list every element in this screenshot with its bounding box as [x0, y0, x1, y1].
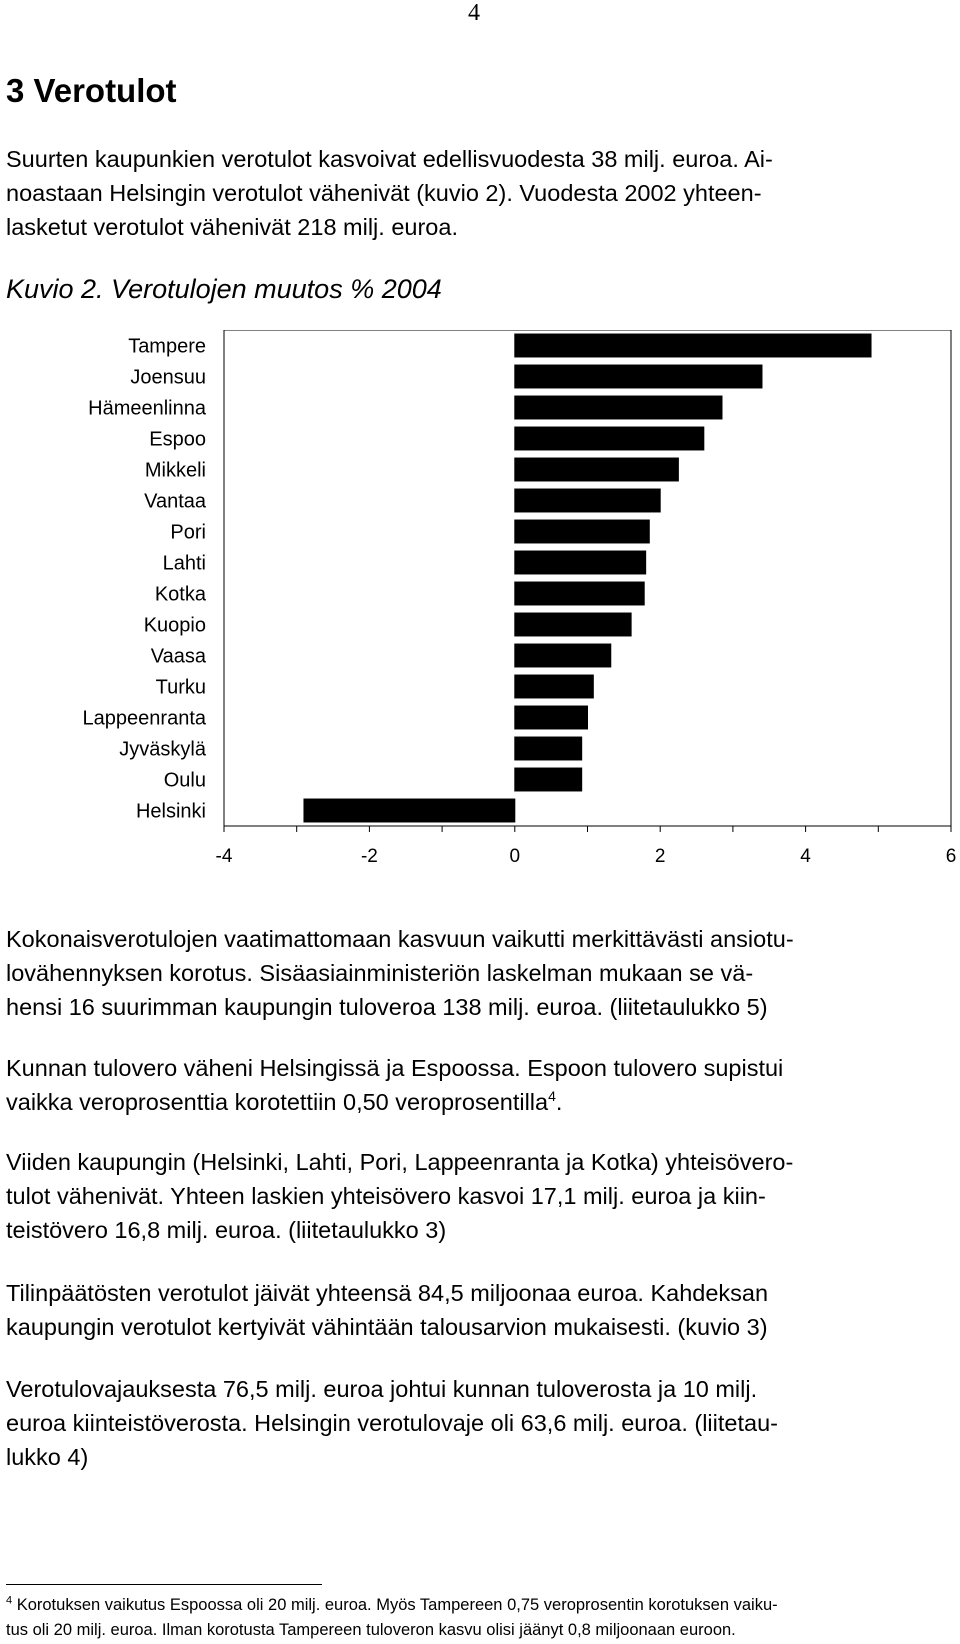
paragraph-corporate-tax	[6, 1145, 946, 1247]
paragraph-budget	[6, 1276, 946, 1344]
bar-lahti	[515, 551, 646, 574]
bar-pori	[515, 520, 649, 543]
category-label: Helsinki	[135, 800, 206, 823]
bar-kotka	[515, 582, 644, 605]
category-label: Kotka	[154, 583, 206, 606]
para5-line-2: kaupungin verotulot kertyivät vähintään talousarvion mukaisesti. (kuvio 3)	[6, 1314, 768, 1340]
figure-caption: Kuvio 2. Verotulojen muutos % 2004	[6, 274, 442, 304]
footnote-divider	[6, 1584, 322, 1585]
x-tick-label: 0	[509, 846, 521, 867]
bar-joensuu	[515, 365, 762, 388]
category-label: Espoo	[149, 428, 206, 451]
footnote-line-2: tus oli 20 milj. euroa. Ilman korotusta Tampereen tuloveron kasvu olisi jäänyt 0,8 miljoonaan euroon.	[6, 1621, 736, 1639]
intro-paragraph	[6, 142, 946, 244]
footnote	[6, 1593, 951, 1643]
paragraph-tax-shortfall	[6, 1372, 946, 1474]
category-label: Vaasa	[150, 645, 206, 668]
para2-line-3: hensi 16 suurimman kaupungin tuloveroa 138 milj. euroa. (liitetaulukko 5)	[6, 994, 768, 1020]
para6-line-2: euroa kiinteistöverosta. Helsingin verotulovaje oli 63,6 milj. euroa. (liitetau-	[6, 1410, 778, 1436]
category-label: Oulu	[163, 769, 206, 792]
category-label: Joensuu	[130, 366, 206, 389]
bar-vaasa	[515, 644, 611, 667]
para6-line-3: lukko 4)	[6, 1444, 89, 1470]
para3-line-2: vaikka veroprosenttia korotettiin 0,50 veroprosentilla$^4$.	[6, 1088, 563, 1115]
paragraph-tax-deduction	[6, 922, 946, 1024]
footnote-reference[interactable]: 4	[548, 1088, 556, 1105]
bar-jyv-skyl-	[515, 737, 582, 760]
category-label: Vantaa	[144, 490, 206, 513]
para2-line-2: lovähennyksen korotus. Sisäasiainministeriön laskelman mukaan se vä-	[6, 960, 754, 986]
x-tick-label: 6	[945, 846, 957, 867]
bar-tampere	[515, 334, 871, 357]
footnote-marker: 4	[6, 1594, 13, 1607]
category-label: Tampere	[128, 335, 206, 358]
para5-line-1: Tilinpäätösten verotulot jäivät yhteensä 84,5 miljoonaa euroa. Kahdeksan	[6, 1280, 769, 1306]
category-label: Lappeenranta	[82, 707, 206, 730]
category-label: Kuopio	[143, 614, 206, 637]
category-label: Jyväskylä	[119, 738, 206, 761]
bar-kuopio	[515, 613, 631, 636]
footnote-line-1: $^4$ Korotuksen vaikutus Espoossa oli 20 milj. euroa. Myös Tampereen 0,75 veroprosentin korotuksen vaiku-	[6, 1594, 778, 1614]
bar-helsinki	[304, 799, 515, 822]
x-tick-label: 4	[800, 846, 811, 867]
para2-line-1: Kokonaisverotulojen vaatimattomaan kasvuun vaikutti merkittävästi ansiotu-	[6, 926, 794, 952]
intro-line-2: noastaan Helsingin verotulot vähenivät (kuvio 2). Vuodesta 2002 yhteen-	[6, 180, 762, 206]
para6-line-1: Verotulovajauksesta 76,5 milj. euroa johtui kunnan tuloverosta ja 10 milj.	[6, 1376, 758, 1402]
category-label: Mikkeli	[144, 459, 206, 482]
bar-lappeenranta	[515, 706, 588, 729]
bar-espoo	[515, 427, 704, 450]
para4-line-3: teistövero 16,8 milj. euroa. (liitetaulukko 3)	[6, 1217, 447, 1243]
para4-line-2: tulot vähenivät. Yhteen laskien yhteisövero kasvoi 17,1 milj. euroa ja kiin-	[6, 1183, 766, 1209]
category-label: Pori	[170, 521, 206, 544]
category-label: Lahti	[162, 552, 206, 575]
paragraph-income-tax	[6, 1051, 946, 1119]
para3-line-1: Kunnan tulovero väheni Helsingissä ja Espoossa. Espoon tulovero supistui	[6, 1055, 784, 1081]
bar-oulu	[515, 768, 582, 791]
category-label: Turku	[155, 676, 206, 699]
bar-turku	[515, 675, 594, 698]
intro-line-1: Suurten kaupunkien verotulot kasvoivat edellisvuodesta 38 milj. euroa. Ai-	[6, 146, 773, 172]
para4-line-1: Viiden kaupungin (Helsinki, Lahti, Pori, Lappeenranta ja Kotka) yhteisövero-	[6, 1149, 794, 1175]
x-tick-label: -2	[360, 846, 378, 867]
page-number: 4	[468, 0, 480, 26]
bar-mikkeli	[515, 458, 679, 481]
x-tick-label: 2	[654, 846, 666, 867]
bar-chart	[0, 330, 960, 910]
intro-line-3: lasketut verotulot vähenivät 218 milj. euroa.	[6, 214, 458, 240]
bar-h-meenlinna	[515, 396, 722, 419]
bar-vantaa	[515, 489, 660, 512]
category-label: Hämeenlinna	[88, 397, 206, 420]
section-heading: 3 Verotulot	[6, 72, 177, 109]
x-tick-label: -4	[215, 846, 233, 867]
